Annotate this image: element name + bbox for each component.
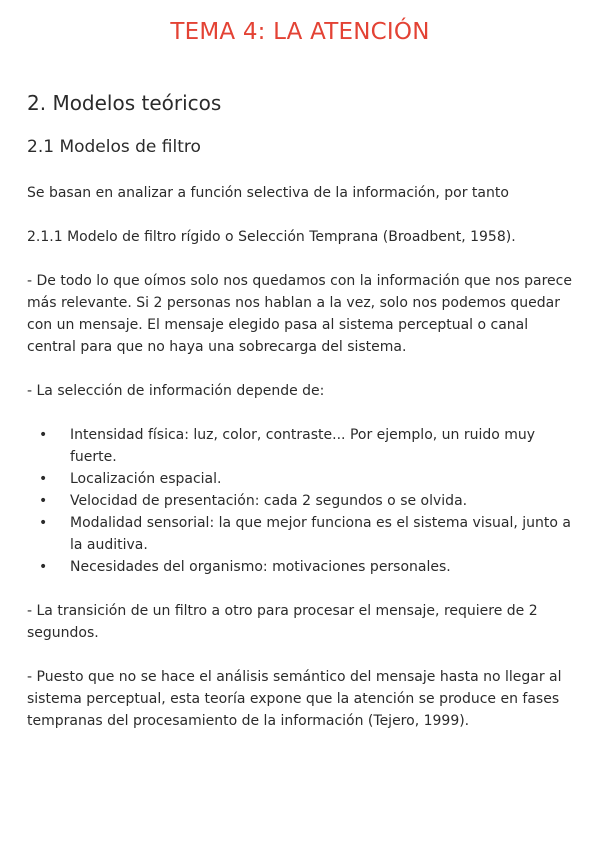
factors-list [27, 424, 575, 578]
bullet-icon: • [39, 427, 48, 443]
list-item-text: Velocidad de presentación: cada 2 segundos o se olvida. [70, 493, 468, 509]
intro-paragraph: Se basan en analizar a función selectiva de la información, por tanto [27, 185, 509, 201]
list-item [27, 468, 575, 490]
bullet-icon: • [39, 515, 48, 531]
page-title: TEMA 4: LA ATENCIÓN [170, 19, 430, 45]
paragraph-selection-depends: - La selección de información depende de: [27, 383, 325, 399]
paragraph-relevance: - De todo lo que oímos solo nos quedamos con la información que nos parece más relevante. Si 2 personas nos hablan a la vez, solo nos podemos quedar con un mensaje. El mensaje elegido pasa al sistema perceptual o canal central para que no haya una sobrecarga del sistema. [27, 273, 572, 355]
paragraph-conclusion: - Puesto que no se hace el análisis semántico del mensaje hasta no llegar al sistema perceptual, esta teoría expone que la atención se produce en fases tempranas del procesamiento de la información (Tejero, 1999). [27, 669, 562, 729]
bullet-icon: • [39, 471, 48, 487]
list-item [27, 424, 575, 468]
model-title: 2.1.1 Modelo de filtro rígido o Selección Temprana (Broadbent, 1958). [27, 229, 516, 245]
section-heading: 2. Modelos teóricos [27, 91, 222, 115]
bullet-icon: • [39, 493, 48, 509]
subsection-heading: 2.1 Modelos de filtro [27, 137, 201, 157]
bullet-icon: • [39, 559, 48, 575]
list-item-text: Intensidad física: luz, color, contraste... Por ejemplo, un ruido muy fuerte. [70, 427, 536, 465]
list-item-text: Localización espacial. [70, 471, 222, 487]
list-item [27, 556, 575, 578]
paragraph-transition: - La transición de un filtro a otro para procesar el mensaje, requiere de 2 segundos. [27, 603, 538, 641]
list-item-text: Modalidad sensorial: la que mejor funciona es el sistema visual, junto a la auditiva. [70, 515, 571, 553]
list-item-text: Necesidades del organismo: motivaciones personales. [70, 559, 451, 575]
list-item [27, 490, 575, 512]
list-item [27, 512, 575, 556]
document-body [27, 88, 575, 732]
